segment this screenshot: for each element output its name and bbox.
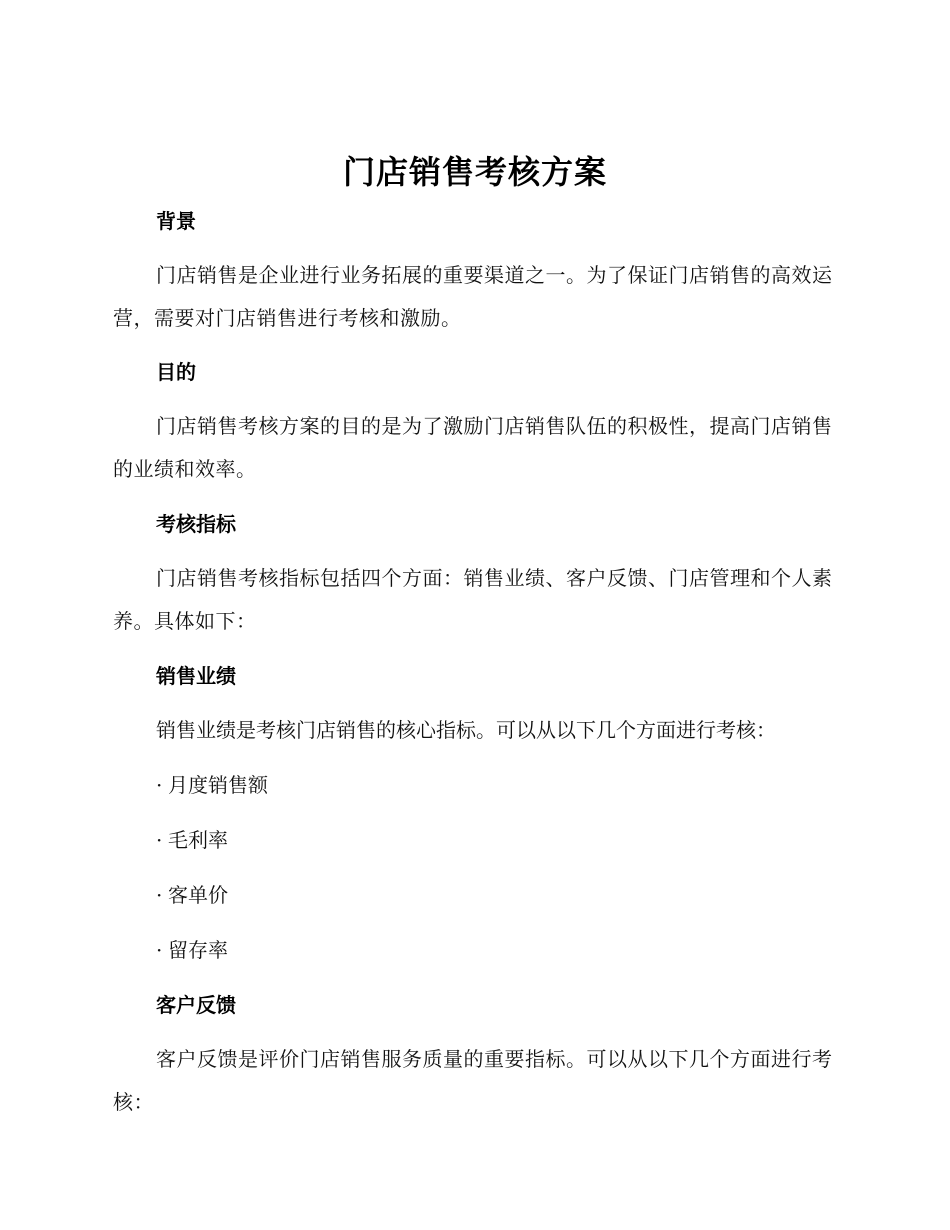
section-heading-purpose: 目的: [156, 360, 196, 384]
bullet-dot: ·: [156, 883, 163, 907]
section-heading-background: 背景: [156, 209, 196, 233]
list-item-label: 毛利率: [168, 828, 228, 852]
bullet-dot: ·: [156, 828, 163, 852]
section-intro-sales-performance: 销售业绩是考核门店销售的核心指标。可以从以下几个方面进行考核：: [156, 718, 776, 742]
list-item: [156, 881, 228, 909]
bullet-dot: ·: [156, 938, 163, 962]
list-item: [156, 936, 228, 964]
section-heading-metrics: 考核指标: [156, 512, 236, 536]
bullet-dot: ·: [156, 773, 163, 797]
list-item-label: 留存率: [168, 938, 228, 962]
section-paragraph-metrics: 门店销售考核指标包括四个方面：销售业绩、客户反馈、门店管理和个人素养。具体如下：: [113, 566, 833, 633]
list-item-label: 客单价: [168, 883, 228, 907]
list-item-label: 月度销售额: [168, 773, 268, 797]
section-paragraph-customer-feedback: 客户反馈是评价门店销售服务质量的重要指标。可以从以下几个方面进行考核：: [113, 1047, 833, 1114]
list-item: [156, 826, 228, 854]
section-paragraph-purpose: 门店销售考核方案的目的是为了激励门店销售队伍的积极性，提高门店销售的业绩和效率。: [113, 414, 833, 481]
section-heading-customer-feedback: 客户反馈: [156, 993, 236, 1017]
section-heading-sales-performance: 销售业绩: [156, 664, 236, 688]
section-paragraph-background: 门店销售是企业进行业务拓展的重要渠道之一。为了保证门店销售的高效运营，需要对门店销售进行考核和激励。: [113, 263, 833, 330]
document-title: 门店销售考核方案: [342, 153, 607, 191]
list-item: [156, 771, 268, 799]
